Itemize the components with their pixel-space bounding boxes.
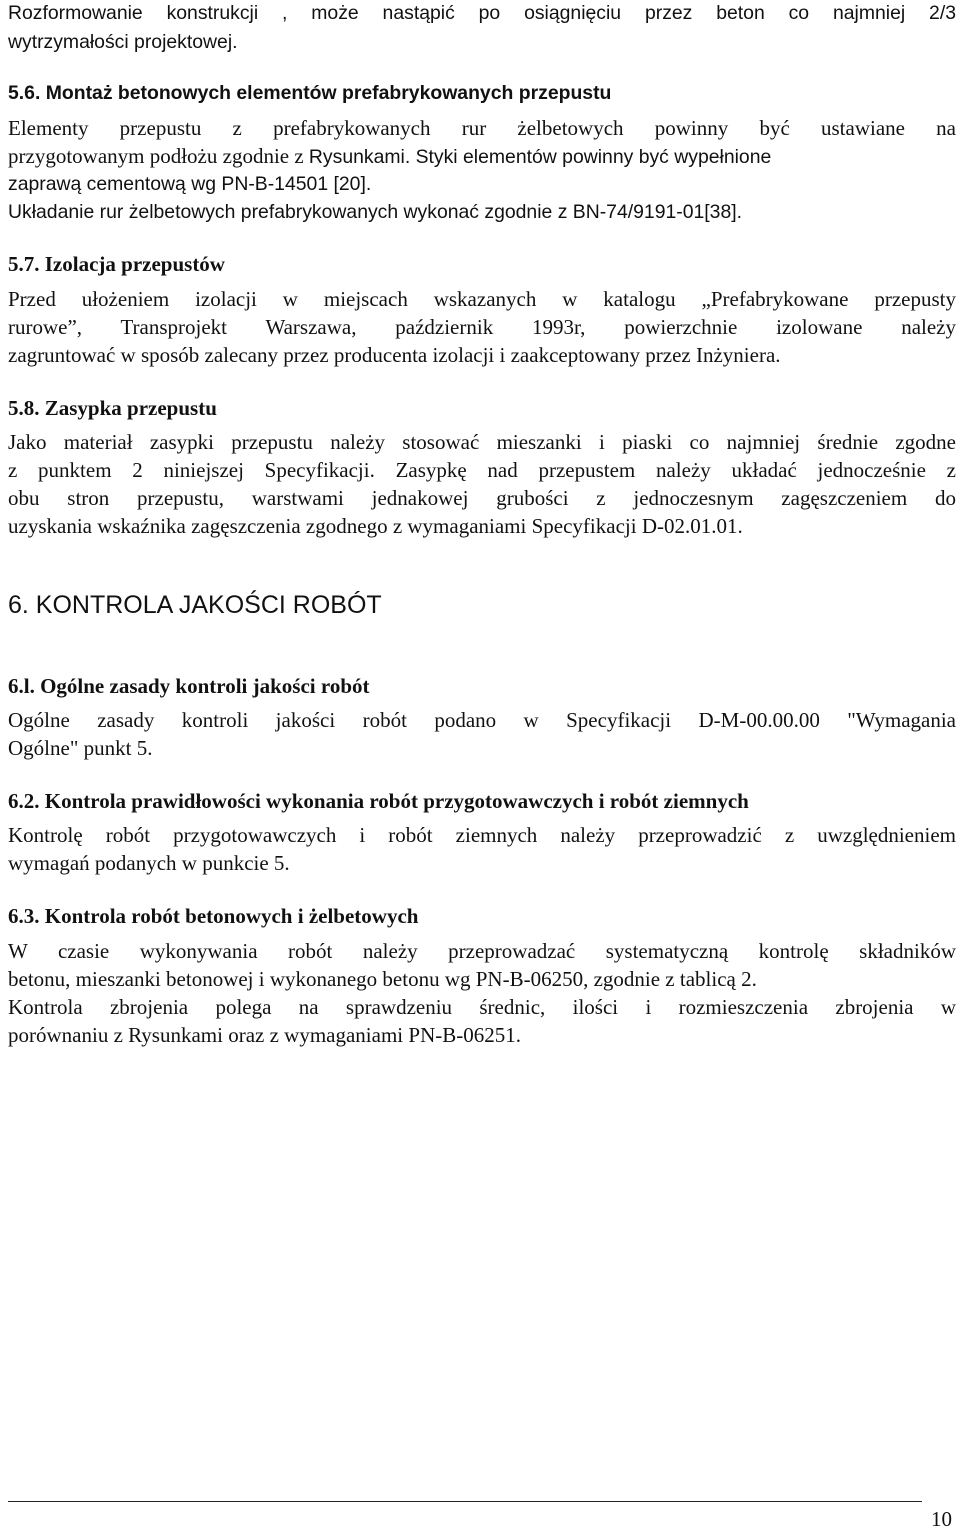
paragraph-line: wytrzymałości projektowej. [8,31,238,53]
paragraph-line: Rozformowanie konstrukcji , może nastąpić po osiągnięciu przez beton co najmniej 2/3 [8,2,956,24]
paragraph-line: betonu, mieszanki betonowej i wykonanego betonu wg PN-B-06250, zgodnie z tablicą 2. [8,967,757,991]
paragraph-line: Ogólne zasady kontroli jakości robót podano w Specyfikacji D-M-00.00.00 "Wymagania [8,708,956,732]
paragraph-line: zagruntować w sposób zalecany przez producenta izolacji i zaakceptowany przez Inżyniera. [8,343,781,367]
paragraph-line: Przed ułożeniem izolacji w miejscach wskazanych w katalogu „Prefabrykowane przepusty [8,287,956,311]
paragraph-line: Elementy przepustu z prefabrykowanych rur żelbetowych powinny być ustawiane na [8,116,956,140]
paragraph-line: obu stron przepustu, warstwami jednakowej grubości z jednoczesnym zagęszczeniem do [8,486,956,510]
paragraph-line [8,142,956,170]
paragraph-text: przygotowanym podłożu zgodnie z [8,144,309,168]
section-heading-5-8: 5.8. Zasypka przepustu [8,396,217,420]
page-number: 10 [931,1507,952,1531]
paragraph-line: Jako materiał zasypki przepustu należy stosować mieszanki i piaski co najmniej średnie zgodne [8,430,956,454]
paragraph-line: zaprawą cementową wg PN-B-14501 [20]. [8,173,372,195]
section-heading-6-2: 6.2. Kontrola prawidłowości wykonania robót przygotowawczych i robót ziemnych [8,789,749,813]
paragraph-line: Kontrola zbrojenia polega na sprawdzeniu średnic, ilości i rozmieszczenia zbrojenia w [8,995,956,1019]
paragraph-line: porównaniu z Rysunkami oraz z wymaganiami PN-B-06251. [8,1023,521,1047]
paragraph-line: Układanie rur żelbetowych prefabrykowanych wykonać zgodnie z BN-74/9191-01[38]. [8,201,743,223]
section-heading-6-1: 6.l. Ogólne zasady kontroli jakości robót [8,674,370,698]
section-heading-6-3: 6.3. Kontrola robót betonowych i żelbetowych [8,904,419,928]
chapter-heading-6: 6. KONTROLA JAKOŚCI ROBÓT [8,591,382,619]
paragraph-line: rurowe”, Transprojekt Warszawa, październik 1993r, powierzchnie izolowane należy [8,315,956,339]
paragraph-line: wymagań podanych w punkcie 5. [8,851,290,875]
footer-divider [8,1501,922,1502]
paragraph-line: Kontrolę robót przygotowawczych i robót ziemnych należy przeprowadzić z uwzględnieniem [8,823,956,847]
paragraph-text: Rysunkami. Styki elementów powinny być wypełnione [308,146,772,168]
paragraph-line: uzyskania wskaźnika zagęszczenia zgodnego z wymaganiami Specyfikacji D-02.01.01. [8,514,743,538]
section-heading-5-7: 5.7. Izolacja przepustów [8,252,225,276]
paragraph-line: Ogólne" punkt 5. [8,736,153,760]
paragraph-line: z punktem 2 niniejszej Specyfikacji. Zasypkę nad przepustem należy układać jednocześnie z [8,458,956,482]
paragraph-line: W czasie wykonywania robót należy przeprowadzać systematyczną kontrolę składników [8,939,956,963]
section-heading-5-6: 5.6. Montaż betonowych elementów prefabrykowanych przepustu [8,82,612,104]
